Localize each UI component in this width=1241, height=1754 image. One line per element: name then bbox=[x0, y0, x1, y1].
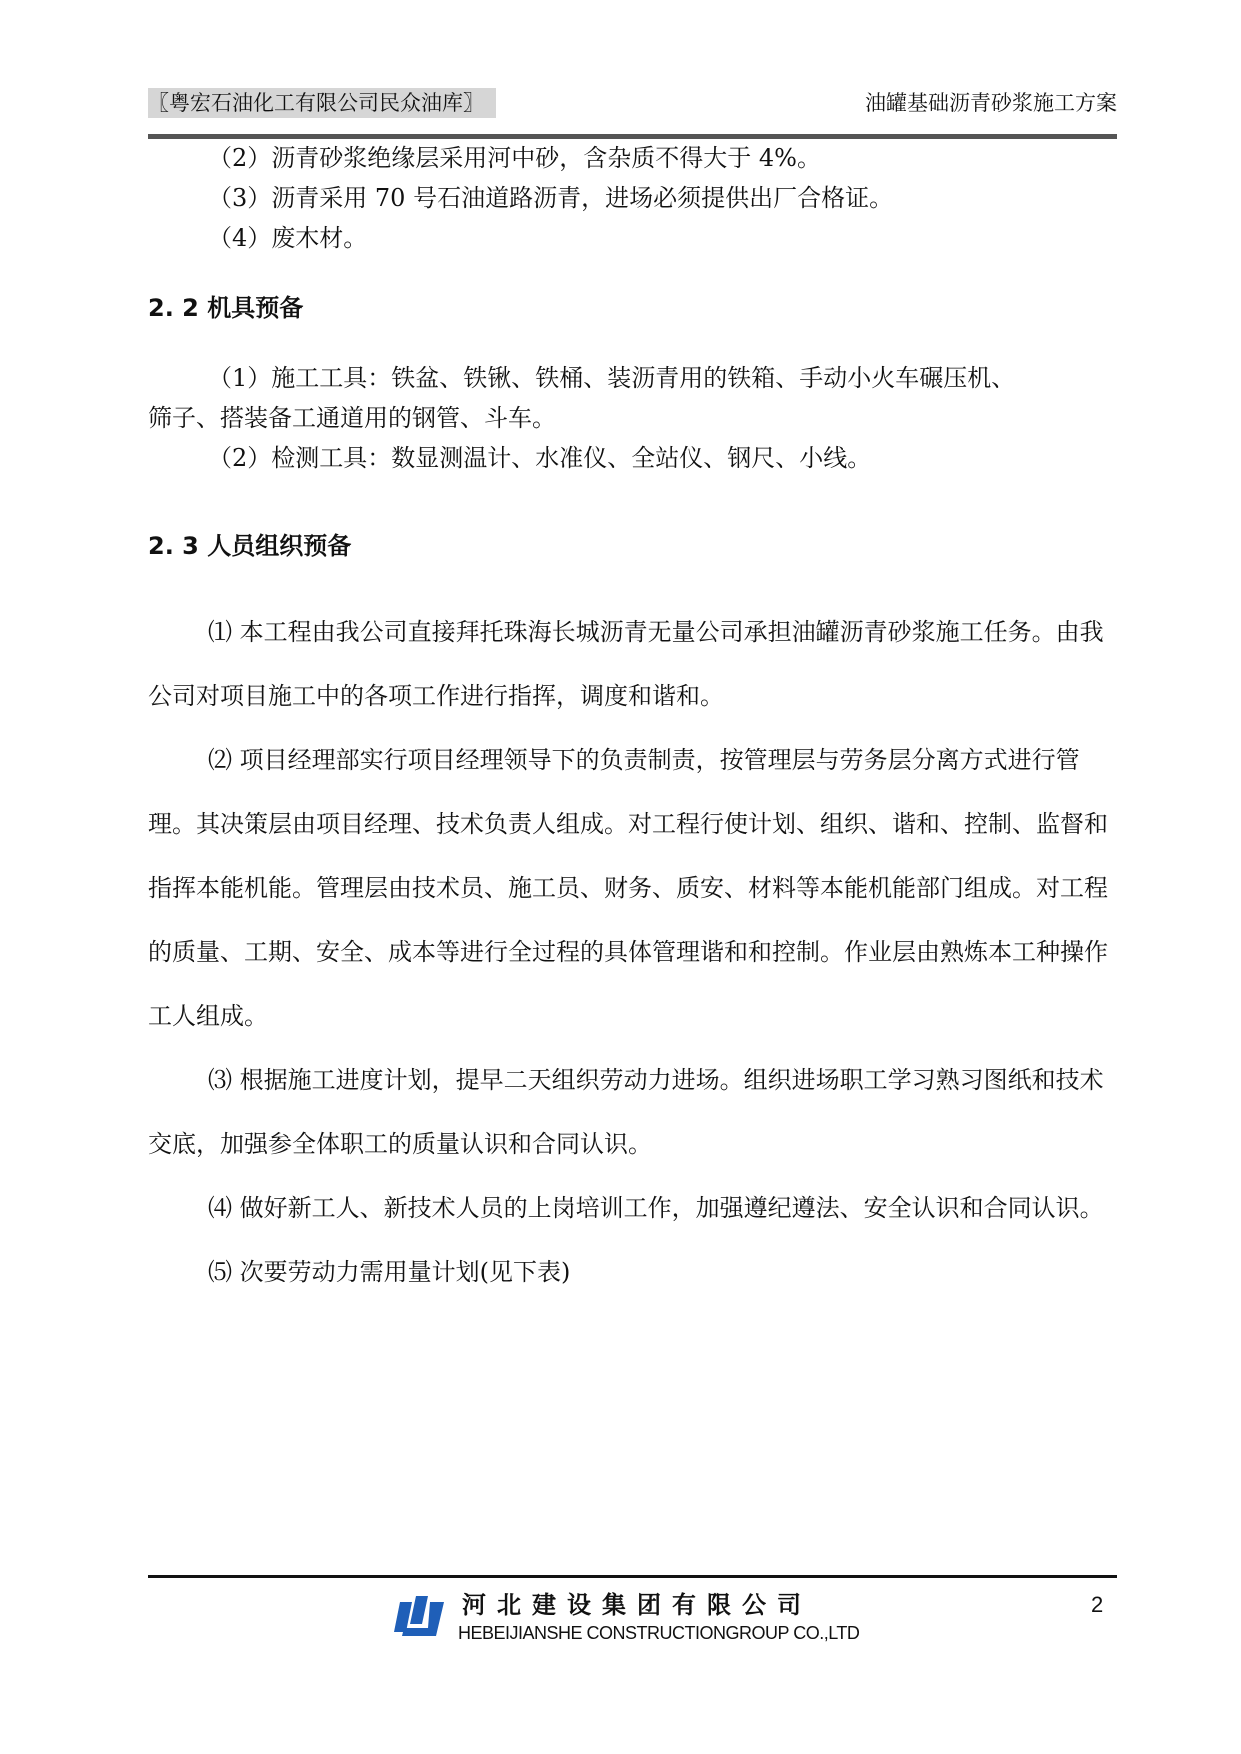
material-item: （4）废木材。 bbox=[208, 224, 368, 252]
equipment-item: （2）检测工具：数显测温计、水准仪、全站仪、钢尺、小线。 bbox=[208, 444, 872, 472]
material-item: （3）沥青采用 70 号石油道路沥青，进场必须提供出厂合格证。 bbox=[208, 184, 894, 212]
page-number: 2 bbox=[1091, 1592, 1104, 1617]
personnel-paragraph: ⑵ 项目经理部实行项目经理领导下的负责制责，按管理层与劳务层分离方式进行管理。其决策层由项目经理、技术负责人组成。对工程行使计划、组织、谐和、控制、监督和指挥本能机能。管理层由技术员、施工员、财务、质安、材料等本能机能部门组成。对工程的质量、工期、安全、成本等进行全过程的具体管理谐和和控制。作业层由熟炼本工种操作工人组成。 bbox=[148, 746, 1108, 1030]
personnel-paragraph: ⑸ 次要劳动力需用量计划(见下表) bbox=[208, 1258, 571, 1286]
footer-company-name-cn: 河北建设集团有限公司 bbox=[462, 1591, 812, 1619]
header-document-owner: 〖粤宏石油化工有限公司民众油库〗 bbox=[148, 88, 496, 118]
section-heading-personnel: 2. 3 人员组织预备 bbox=[148, 532, 352, 560]
header-document-title: 油罐基础沥青砂浆施工方案 bbox=[865, 91, 1117, 115]
equipment-item-continued: 筛子、搭装备工通道用的钢管、斗车。 bbox=[148, 404, 556, 432]
equipment-item: （1）施工工具：铁盆、铁锹、铁桶、装沥青用的铁箱、手动小火车碾压机、 bbox=[208, 364, 1016, 392]
section-heading-equipment: 2. 2 机具预备 bbox=[148, 294, 304, 322]
footer-company-name-en: HEBEIJIANSHE CONSTRUCTIONGROUP CO.,LTD bbox=[458, 1623, 860, 1643]
material-item: （2）沥青砂浆绝缘层采用河中砂，含杂质不得大于 4%。 bbox=[208, 144, 821, 172]
personnel-paragraph: ⑶ 根据施工进度计划，提早二天组织劳动力进场。组织进场职工学习熟习图纸和技术交底，加强参全体职工的质量认识和合同认识。 bbox=[148, 1066, 1104, 1158]
personnel-paragraph: ⑷ 做好新工人、新技术人员的上岗培训工作，加强遵纪遵法、安全认识和合同认识。 bbox=[208, 1194, 1104, 1222]
personnel-paragraph: ⑴ 本工程由我公司直接拜托珠海长城沥青无量公司承担油罐沥青砂浆施工任务。由我公司对项目施工中的各项工作进行指挥，调度和谐和。 bbox=[148, 618, 1104, 710]
footer-divider bbox=[148, 1575, 1117, 1578]
company-logo-icon bbox=[392, 1592, 446, 1638]
document-body bbox=[148, 138, 1118, 1304]
